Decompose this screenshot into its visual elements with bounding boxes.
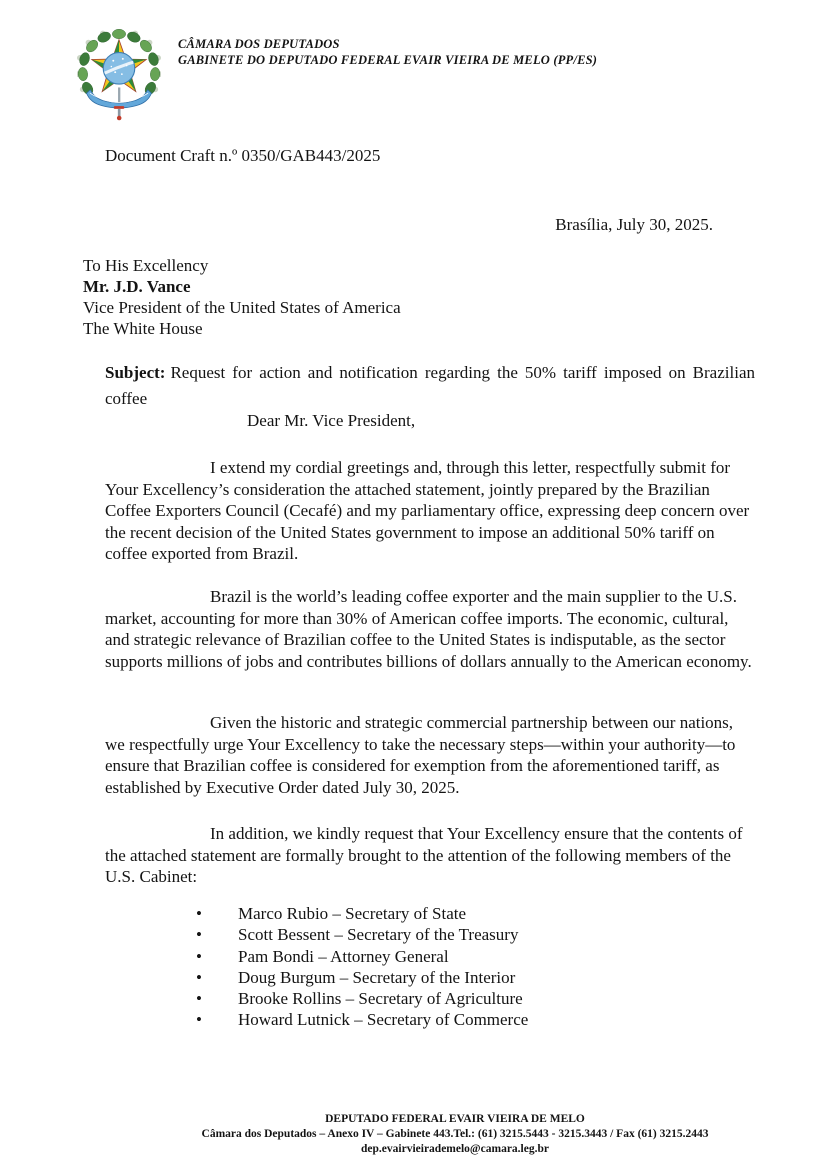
cabinet-list-item: • Howard Lutnick – Secretary of Commerce: [196, 1009, 528, 1030]
cabinet-list: [196, 903, 528, 1031]
recipient-block: [83, 255, 401, 339]
coat-of-arms-svg: [77, 29, 161, 123]
cabinet-list-item: • Brooke Rollins – Secretary of Agriculture: [196, 988, 528, 1009]
footer-address-phone: Câmara dos Deputados – Anexo IV – Gabinete 443.Tel.: (61) 3215.5443 - 3215.3443 / Fax (61) 3215.2443: [201, 1128, 709, 1140]
cabinet-list-item: • Pam Bondi – Attorney General: [196, 946, 528, 967]
body-paragraph: In addition, we kindly request that Your Excellency ensure that the contents of the attached statement are formally brought to the attention of the following members of the U.S. Cabinet:: [105, 824, 743, 887]
body-paragraph: Given the historic and strategic commercial partnership between our nations, we respectfully urge Your Excellency to take the necessary steps—within your authority—to ensure that Brazilian coffee is considered for exemption from the aforementioned tariff, as established by Executive Order dated July 30, 2025.: [105, 713, 736, 797]
footer-deputy-name: DEPUTADO FEDERAL EVAIR VIEIRA DE MELO: [325, 1113, 585, 1125]
recipient-salute: To His Excellency: [83, 256, 209, 275]
cabinet-list-item: • Scott Bessent – Secretary of the Treasury: [196, 924, 528, 945]
org-name-line1: CÂMARA DOS DEPUTADOS: [178, 37, 340, 51]
header-org-block: [178, 37, 597, 68]
footer-block: [155, 1112, 755, 1157]
brazil-coat-of-arms-icon: [77, 29, 161, 123]
recipient-address: The White House: [83, 319, 203, 338]
body-paragraph: I extend my cordial greetings and, through this letter, respectfully submit for Your Excellency’s consideration the attached statement, jointly prepared by the Brazilian Coffee Exporters Council (Cecafé) and my parliamentary office, expressing deep concern over the recent decision of the United States government to impose an additional 50% tariff on coffee exported from Brazil.: [105, 458, 750, 564]
place-date-line: Brasília, July 30, 2025.: [555, 215, 713, 234]
cabinet-list-item: • Doug Burgum – Secretary of the Interior: [196, 967, 528, 988]
footer-email: dep.evairvieirademelo@camara.leg.br: [361, 1143, 549, 1155]
subject-line: [105, 360, 755, 411]
salutation: Dear Mr. Vice President,: [247, 411, 416, 430]
recipient-title: Vice President of the United States of America: [83, 298, 401, 317]
recipient-name: Mr. J.D. Vance: [83, 277, 191, 296]
body-paragraph: Brazil is the world’s leading coffee exporter and the main supplier to the U.S. market, accounting for more than 30% of American coffee imports. The economic, cultural, and strategic relevance of Brazilian coffee to the United States is indisputable, as the sector supports millions of jobs and contributes billions of dollars annually to the American economy.: [105, 587, 752, 671]
cabinet-list-item: • Marco Rubio – Secretary of State: [196, 903, 528, 924]
document-number: Document Craft n.º 0350/GAB443/2025: [105, 146, 381, 165]
subject-label: Subject:: [105, 363, 166, 382]
subject-text: Request for action and notification regarding the 50% tariff imposed on Brazilian coffee: [105, 363, 755, 408]
org-name-line2: GABINETE DO DEPUTADO FEDERAL EVAIR VIEIRA DE MELO (PP/ES): [178, 52, 598, 67]
